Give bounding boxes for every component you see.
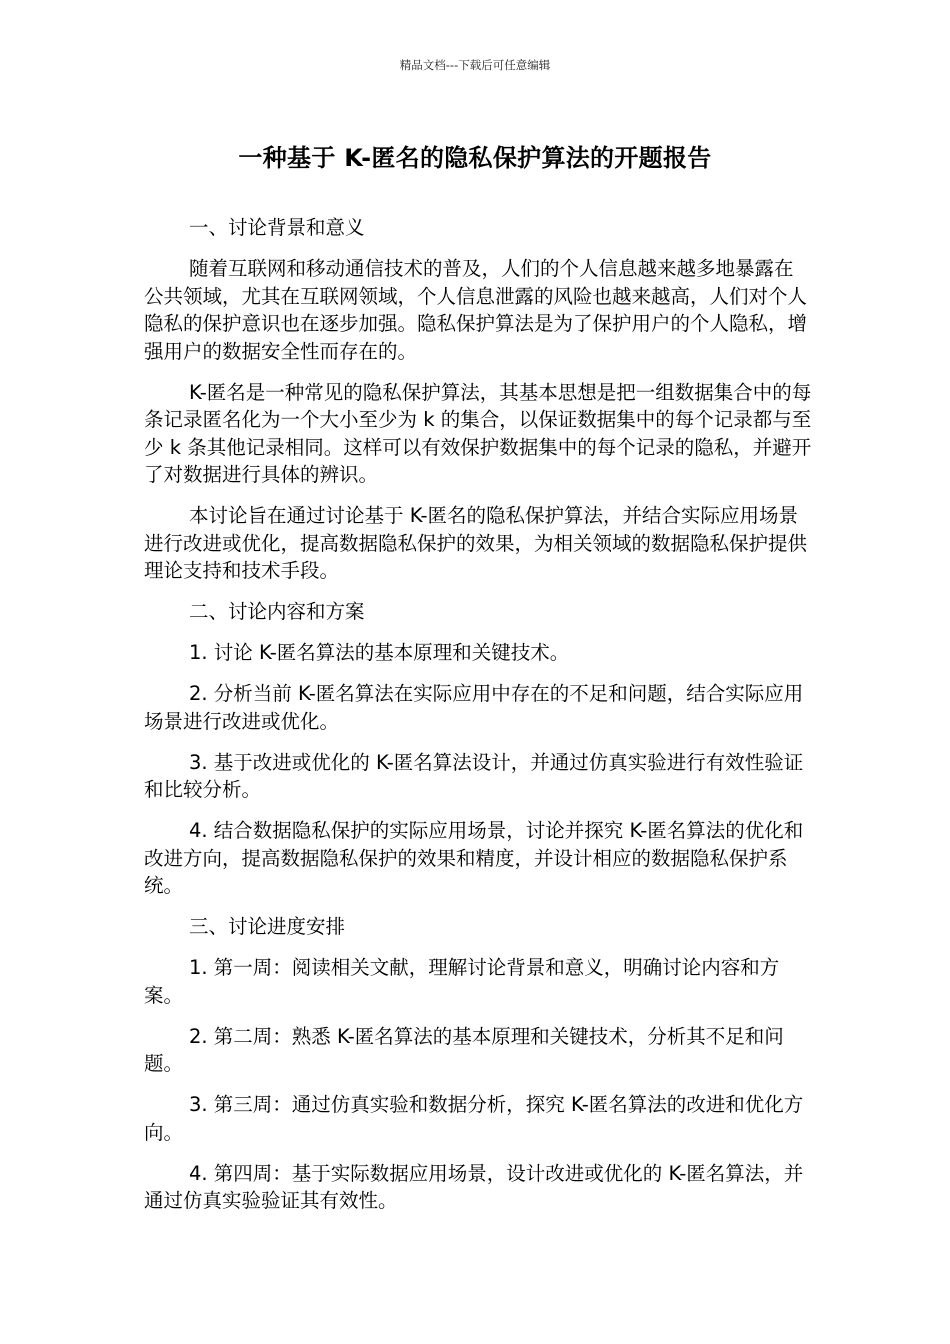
list-item-schedule-3: 3. 第三周：通过仿真实验和数据分析，探究 K-匿名算法的改进和优化方向。	[144, 1093, 804, 1144]
document-body	[144, 214, 812, 1228]
list-item-schedule-2: 2. 第二周：熟悉 K-匿名算法的基本原理和关键技术，分析其不足和问题。	[144, 1024, 784, 1075]
paragraph-k-anonymity: K-匿名是一种常见的隐私保护算法，其基本思想是把一组数据集合中的每条记录匿名化为一个大小至少为 k 的集合，以保证数据集中的每个记录都与至少 k 条其他记录相同。这样可以有效保护数据集中的每个记录的隐私，并避开了对数据进行具体的辨识。	[144, 380, 812, 486]
section-heading-background: 一、讨论背景和意义	[189, 216, 365, 239]
list-item-content-2: 2. 分析当前 K-匿名算法在实际应用中存在的不足和问题，结合实际应用场景进行改进或优化。	[144, 682, 804, 733]
paragraph-purpose: 本讨论旨在通过讨论基于 K-匿名的隐私保护算法，并结合实际应用场景进行改进或优化，提高数据隐私保护的效果，为相关领域的数据隐私保护提供理论支持和技术手段。	[144, 504, 808, 582]
document-title: 一种基于 K-匿名的隐私保护算法的开题报告	[238, 144, 712, 172]
list-item-content-3: 3. 基于改进或优化的 K-匿名算法设计，并通过仿真实验进行有效性验证和比较分析。	[144, 750, 804, 801]
section-heading-content: 二、讨论内容和方案	[189, 600, 365, 623]
list-item-schedule-1: 1. 第一周：阅读相关文献，理解讨论背景和意义，明确讨论内容和方案。	[144, 956, 780, 1007]
list-item-content-1: 1. 讨论 K-匿名算法的基本原理和关键技术。	[189, 641, 570, 664]
section-heading-schedule: 三、讨论进度安排	[189, 915, 346, 938]
list-item-schedule-4: 4. 第四周：基于实际数据应用场景，设计改进或优化的 K-匿名算法，并通过仿真实验验证其有效性。	[144, 1161, 804, 1212]
list-item-content-4: 4. 结合数据隐私保护的实际应用场景，讨论并探究 K-匿名算法的优化和改进方向，提高数据隐私保护的效果和精度，并设计相应的数据隐私保护系统。	[144, 819, 804, 897]
paragraph-background: 随着互联网和移动通信技术的普及，人们的个人信息越来越多地暴露在公共领域，尤其在互联网领域，个人信息泄露的风险也越来越高，人们对个人隐私的保护意识也在逐步加强。隐私保护算法是为了保护用户的个人隐私，增强用户的数据安全性而存在的。	[144, 257, 808, 363]
page-header: 精品文档---下载后可任意编辑	[399, 58, 551, 72]
